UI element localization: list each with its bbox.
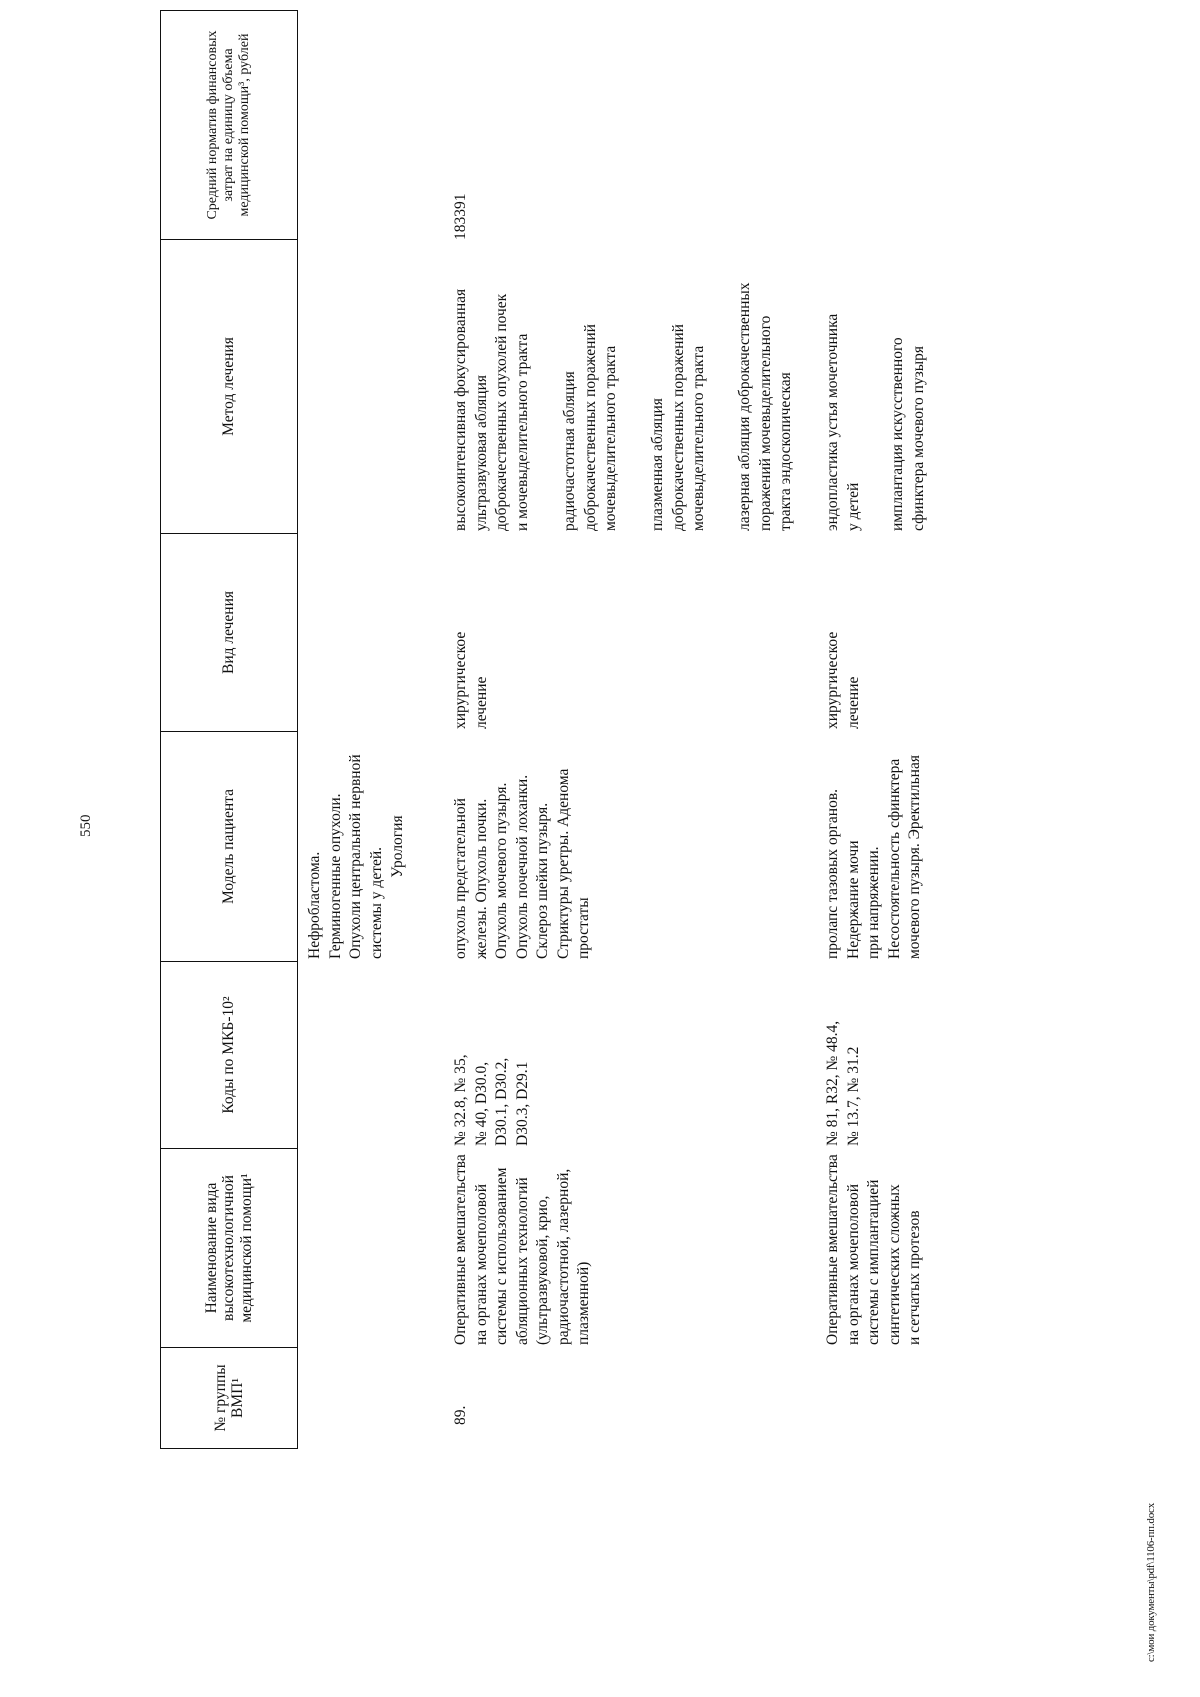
header-norm: Средний норматив финансовых затрат на единицу объема медицинской помощи³, рублей	[205, 30, 252, 220]
header-divider	[160, 1448, 298, 1449]
header-divider	[160, 1148, 298, 1149]
patient-model: пролапс тазовых органов. Недержание мочи при напряжении. Несостоятельность сфинктера мочевого пузыря. Эректильная	[824, 755, 923, 959]
section-title: Урология	[389, 815, 406, 878]
financial-norm: 183391	[452, 193, 469, 240]
footer-file-path: c:\мои документы\pdf\1106-пп.docx	[1145, 1503, 1157, 1662]
method-item: плазменная абляция доброкачественных поражений мочевыделительного тракта	[649, 324, 707, 531]
header-divider	[160, 731, 298, 732]
method-item: высокоинтенсивная фокусированная ультразвуковая абляция доброкачественных опухолей почек и мочевыделительного тракта	[452, 288, 531, 531]
header-method: Метод лечения	[220, 337, 238, 436]
treatment-type: хирургическое лечение	[824, 631, 862, 729]
header-name: Наименование вида высокотехнологичной медицинской помощи¹	[203, 1173, 255, 1323]
carryover-model: Нефробластома. Герминогенные опухоли. Опухоли центральной нервной системы у детей.	[306, 754, 385, 959]
patient-model: опухоль предстательной железы. Опухоль почки. Опухоль мочевого пузыря. Опухоль почечной лоханки. Склероз шейки пузыря. Стриктуры уретры. Аденома простаты	[452, 768, 592, 959]
header-top-border	[160, 11, 161, 1449]
treatment-type: хирургическое лечение	[452, 631, 490, 729]
header-divider	[160, 10, 298, 11]
header-model: Модель пациента	[220, 789, 238, 904]
icd-codes: № 32.8, № 35, № 40, D30.0, D30.1, D30.2, D30.3, D29.1	[452, 1054, 531, 1146]
vmp-name: Оперативные вмешательства на органах мочеполовой системы с имплантацией синтетических сложных и сетчатых протезов	[824, 1154, 923, 1345]
header-divider	[160, 533, 298, 534]
header-divider	[160, 1347, 298, 1348]
vmp-name: Оперативные вмешательства на органах мочеполовой системы с использованием абляционных технологий (ультразвуковой, крио, радиочастотной, лазерной, плазменной)	[452, 1154, 592, 1345]
method-item: имплантация искусственного сфинктера мочевого пузыря	[889, 337, 927, 531]
icd-codes: № 81, R32, № 48.4, № 13.7, № 31.2	[824, 1020, 862, 1146]
method-item: лазерная абляция доброкачественных поражений мочевыделительного тракта эндоскопическая	[736, 282, 794, 531]
header-group: № группы ВМП¹	[211, 1364, 246, 1432]
method-item: эндопластика устья мочеточника у детей	[824, 313, 862, 531]
header-divider	[160, 961, 298, 962]
header-type: Вид лечения	[220, 590, 238, 675]
header-codes: Коды по МКБ-10²	[220, 996, 238, 1114]
header-bottom-border	[297, 11, 298, 1449]
page-number: 550	[78, 814, 94, 837]
method-item: радиочастотная абляция доброкачественных поражений мочевыделительного тракта	[561, 324, 619, 531]
header-divider	[160, 239, 298, 240]
group-number: 89.	[452, 1405, 469, 1425]
